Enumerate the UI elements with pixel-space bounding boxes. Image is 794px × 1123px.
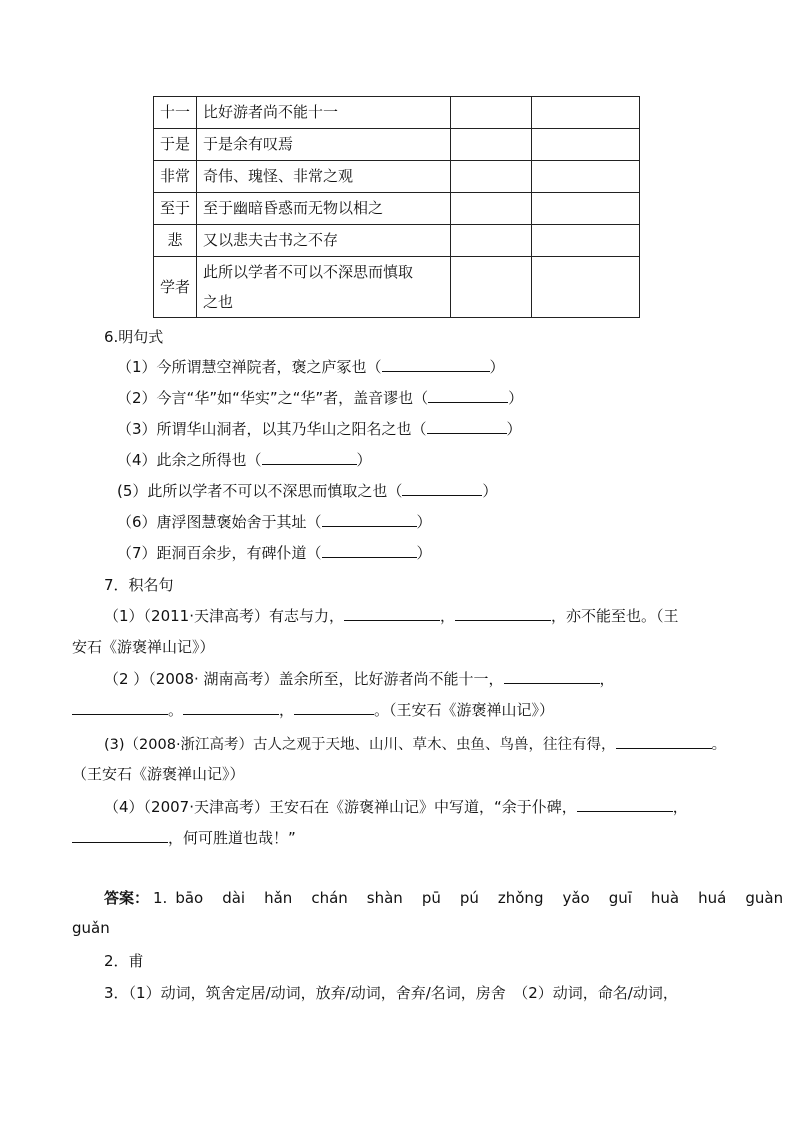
quote-item-2-cont xyxy=(72,699,554,720)
sentence-cell: 又以悲夫古书之不存 xyxy=(196,225,451,257)
empty-cell xyxy=(532,161,640,193)
pinyin-word: hǎn xyxy=(264,889,293,907)
punctuation: 。 xyxy=(711,737,727,753)
word-cell: 悲 xyxy=(154,225,197,257)
question-text: （2）今言“华”如“华实”之“华”者，盖音谬也（ xyxy=(117,389,429,407)
answer-blank[interactable] xyxy=(344,606,440,621)
question-text: （4）此余之所得也（ xyxy=(117,451,262,469)
answer-blank[interactable] xyxy=(427,419,507,434)
section-heading: 7．积名句 xyxy=(104,576,174,594)
table-row xyxy=(154,97,640,129)
answer-blank[interactable] xyxy=(322,512,417,527)
vocabulary-table xyxy=(153,96,640,318)
word-cell: 非常 xyxy=(154,161,197,193)
pinyin-word: bāo xyxy=(175,889,204,907)
answer-blank[interactable] xyxy=(294,700,374,715)
pinyin-word: yǎo xyxy=(562,889,590,907)
sentence-line: 此所以学者不可以不深思而慎取 xyxy=(202,263,413,281)
close-paren: ） xyxy=(506,420,522,438)
answer-blank[interactable] xyxy=(616,734,712,749)
table-row xyxy=(154,193,640,225)
quote-item-1 xyxy=(104,605,679,626)
sentence-cell: 比好游者尚不能十一 xyxy=(196,97,451,129)
sentence-line: 之也 xyxy=(202,293,233,311)
quote-item-2 xyxy=(104,668,615,689)
question-text: （3）所谓华山洞者，以其乃华山之阳名之也（ xyxy=(117,420,427,438)
sentence-cell: 至于幽暗昏惑而无物以相之 xyxy=(196,193,451,225)
punctuation: 。 xyxy=(168,701,184,719)
question-text: （6）唐浮图慧褒始舍于其址（ xyxy=(117,513,322,531)
pinyin-word: pú xyxy=(459,889,479,907)
empty-cell xyxy=(532,225,640,257)
question-text: （1）（2011·天津高考）有志与力， xyxy=(104,607,344,625)
answer-blank[interactable] xyxy=(577,797,673,812)
answer-number: 1. xyxy=(153,889,168,907)
answer-blank[interactable] xyxy=(322,543,417,558)
answer-line-1-cont: guǎn xyxy=(72,919,110,937)
pinyin-word: dài xyxy=(222,889,246,907)
answer-blank[interactable] xyxy=(428,388,508,403)
answer-blank[interactable] xyxy=(382,357,490,372)
sentence-cell xyxy=(196,257,451,318)
pinyin-word: pū xyxy=(421,889,441,907)
word-cell: 学者 xyxy=(154,257,197,318)
close-paren: ） xyxy=(489,358,505,376)
table-row xyxy=(154,257,640,318)
punctuation: ， xyxy=(672,798,688,816)
question-item xyxy=(117,480,497,501)
empty-cell xyxy=(532,97,640,129)
empty-cell xyxy=(451,97,532,129)
section-heading: 6.明句式 xyxy=(104,328,164,346)
table-row xyxy=(154,129,640,161)
quote-item-3 xyxy=(104,733,726,754)
pinyin-word: huà xyxy=(650,889,680,907)
question-item xyxy=(117,418,522,439)
answer-blank[interactable] xyxy=(183,700,279,715)
quote-item-4 xyxy=(104,796,688,817)
question-item xyxy=(117,356,505,377)
word-cell: 至于 xyxy=(154,193,197,225)
close-paren: ） xyxy=(356,451,372,469)
empty-cell xyxy=(451,225,532,257)
quote-item-1-cont: 安石《游褒禅山记》） xyxy=(72,638,215,656)
empty-cell xyxy=(451,161,532,193)
question-item xyxy=(117,511,432,532)
empty-cell xyxy=(532,193,640,225)
question-text: （7）距洞百余步，有碑仆道（ xyxy=(117,544,322,562)
pinyin-word: shàn xyxy=(366,889,403,907)
question-item xyxy=(117,542,432,563)
question-text: （4）（2007·天津高考）王安石在《游褒禅山记》中写道，“余于仆碑， xyxy=(104,798,577,816)
question-text: ，亦不能至也。（王 xyxy=(551,607,679,625)
pinyin-word: guī xyxy=(608,889,632,907)
punctuation: ， xyxy=(599,670,615,688)
word-cell: 十一 xyxy=(154,97,197,129)
answer-blank[interactable] xyxy=(455,606,551,621)
answer-line-1 xyxy=(104,887,783,908)
empty-cell xyxy=(451,129,532,161)
question-text: （1）今所谓慧空禅院者，褒之庐冢也（ xyxy=(117,358,382,376)
answer-blank[interactable] xyxy=(72,828,168,843)
table-row xyxy=(154,161,640,193)
quote-item-3-cont: （王安石《游褒禅山记》） xyxy=(72,765,245,783)
sentence-cell: 奇伟、瑰怪、非常之观 xyxy=(196,161,451,193)
answer-label: 答案： xyxy=(104,889,150,907)
empty-cell xyxy=(451,257,532,318)
pinyin-word: zhǒng xyxy=(497,889,544,907)
close-paren: ） xyxy=(482,482,498,500)
table-row xyxy=(154,225,640,257)
question-text: (3)（2008·浙江高考）古人之观于天地、山川、草木、虫鱼、鸟兽，往往有得， xyxy=(104,737,616,753)
empty-cell xyxy=(451,193,532,225)
sentence-cell: 于是余有叹焉 xyxy=(196,129,451,161)
question-text: ，何可胜道也哉！” xyxy=(168,829,296,847)
answer-blank[interactable] xyxy=(262,450,357,465)
punctuation: ， xyxy=(440,607,456,625)
answer-blank[interactable] xyxy=(504,669,600,684)
answer-blank[interactable] xyxy=(72,700,168,715)
question-text: 。（王安石《游褒禅山记》） xyxy=(374,701,555,719)
close-paren: ） xyxy=(416,513,432,531)
pinyin-word: huá xyxy=(698,889,727,907)
question-text: (5）此所以学者不可以不深思而慎取之也（ xyxy=(117,482,403,500)
punctuation: ， xyxy=(279,701,295,719)
question-item xyxy=(117,449,372,470)
word-cell: 于是 xyxy=(154,129,197,161)
quote-item-4-cont xyxy=(72,827,296,848)
pinyin-word: guàn xyxy=(745,889,784,907)
question-text: （2 ）（2008· 湖南高考）盖余所至，比好游者尚不能十一， xyxy=(104,670,504,688)
empty-cell xyxy=(532,129,640,161)
empty-cell xyxy=(532,257,640,318)
close-paren: ） xyxy=(508,389,524,407)
answer-line-3: 3．（1）动词，筑舍定居/动词，放弃/动词，舍弃/名词，房舍 （2）动词，命名/动词， xyxy=(104,984,678,1002)
pinyin-word: chán xyxy=(311,889,348,907)
answer-blank[interactable] xyxy=(402,481,482,496)
close-paren: ） xyxy=(416,544,432,562)
answer-line-2: 2．甫 xyxy=(104,952,144,970)
question-item xyxy=(117,387,523,408)
